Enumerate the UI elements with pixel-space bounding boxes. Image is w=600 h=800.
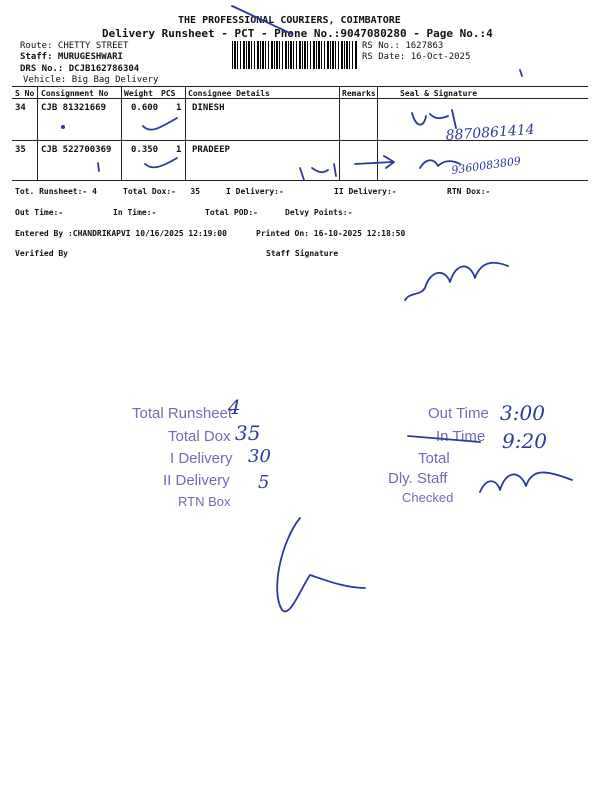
row-weight: 0.600 [131,103,159,113]
col-consignment: Consignment No [41,89,109,98]
in-time: In Time:- [113,208,157,217]
stamp-total-runsheet: Total Runsheet [132,405,233,422]
out-time-value: 3:00 [500,401,545,425]
checked-signature [480,472,572,492]
col-sno: S No [15,89,35,98]
ker-scribble [300,164,336,180]
stamp-rtn-box: RTN Box [178,494,231,509]
row-sno: 34 [15,103,26,113]
rs-number: RS No.: 1627863 [362,41,444,51]
row-consignment: CJB 522700369 [41,145,112,155]
staff-signature-label: Staff Signature [266,249,339,258]
header-scribble [232,6,292,34]
col-remarks: Remarks [342,89,376,98]
stamp-i-delivery: I Delivery [170,450,233,467]
tot-runsheet: Tot. Runsheet:- 4 [15,187,97,196]
in-time-value: 9:20 [502,429,547,453]
row35-phone: 9360083809 [450,154,522,177]
arrow-mark [355,156,394,168]
staff-label: Staff: MURUGESHWARI [20,52,123,62]
ink-stroke [98,163,99,171]
verified-by: Verified By [15,249,68,258]
tick-mark [145,158,177,167]
row-weight: 0.350 [131,145,159,155]
stamp-in-time: In Time [436,428,486,445]
ii-delivery: II Delivery:- [334,187,397,196]
strike-mark [408,436,480,442]
ii-delivery-count: 5 [258,472,270,493]
vehicle-label: Vehicle: Big Bag Delivery [23,75,159,85]
col-seal: Seal & Signature [400,89,478,98]
company-name: THE PROFESSIONAL COURIERS, COIMBATORE [178,15,401,26]
stamp-total-dox: Total Dox [168,428,231,445]
col-consignee: Consignee Details [188,89,270,98]
staff-signature [405,263,508,300]
delvy-points: Delvy Points:- [285,208,353,217]
stamp-out-time: Out Time [428,405,489,422]
entered-by: Entered By :CHANDRIKAPVI 10/16/2025 12:19:00 [15,229,227,238]
row34-phone: 8870861414 [445,121,536,144]
ink-dot [61,125,65,129]
total-dox: Total Dox:- 35 [123,187,201,196]
stamp-total: Total [418,450,450,467]
seal-signature-34 [412,110,456,128]
stamp-dly-staff: Dly. Staff [388,470,448,487]
total-pod: Total POD:- [205,208,258,217]
out-time: Out Time:- [15,208,64,217]
dox-count: 35 [235,421,261,445]
route-label: Route: CHETTY STREET [20,41,129,51]
margin-mark [520,70,522,76]
rs-date: RS Date: 16-Oct-2025 [362,52,471,62]
row-consignee: DINESH [192,103,225,113]
stamp-ii-delivery: II Delivery [163,472,230,489]
i-delivery: I Delivery:- [226,187,284,196]
col-weight: Weight [124,89,153,98]
row-sno: 35 [15,145,26,155]
loop-scribble [277,518,365,611]
tick-mark [143,118,177,130]
i-delivery-count: 30 [248,446,271,467]
drs-label: DRS No.: DCJB162786304 [20,64,140,74]
row-pcs: 1 [176,103,182,113]
stamp-checked: Checked [402,490,454,505]
row-pcs: 1 [176,145,182,155]
runsheet-count: 4 [228,395,241,419]
printed-on: Printed On: 16-10-2025 12:18:50 [256,229,406,238]
rtn-dox: RTN Dox:- [447,187,491,196]
row-consignment: CJB 81321669 [41,103,107,113]
col-pcs: PCS [161,89,176,98]
row-consignee: PRADEEP [192,145,230,155]
runsheet-title: Delivery Runsheet - PCT - Phone No.:9047080280 - Page No.:4 [102,27,493,40]
